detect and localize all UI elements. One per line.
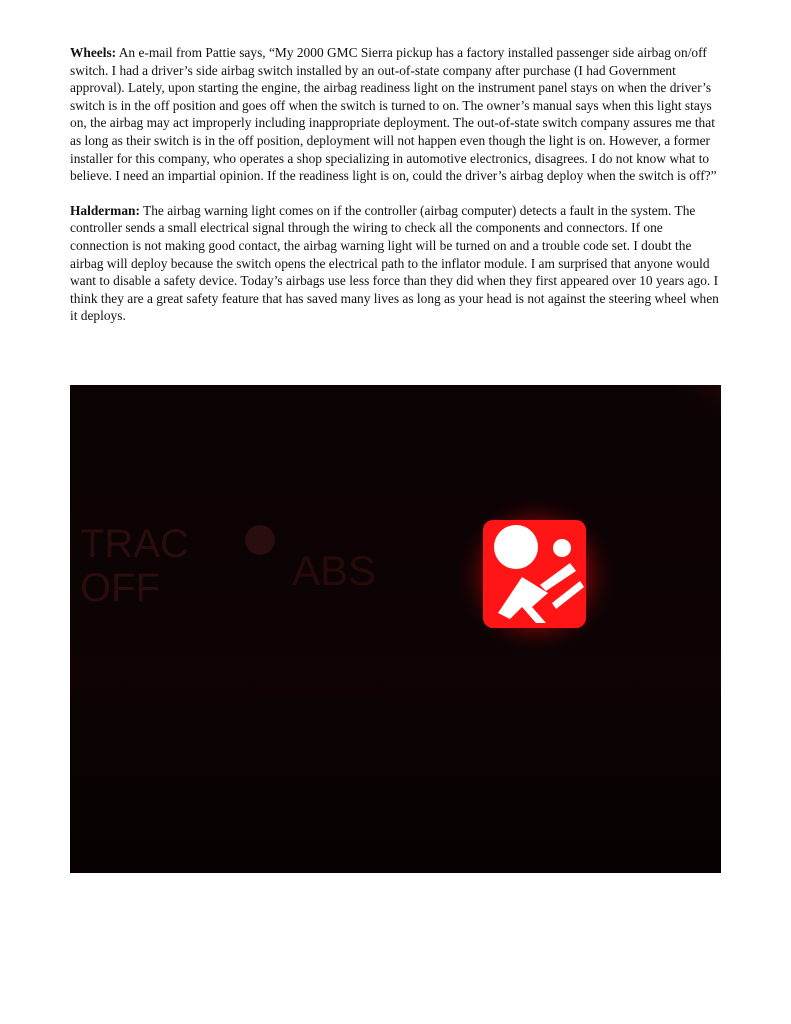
question-text: An e-mail from Pattie says, “My 2000 GMC Sierra pickup has a factory installed passenger side airbag on/off switch. I had a driver’s side airbag switch installed by an out-of-state company after purchase (I had Government approval). Lately, upon starting the engine, the airbag readiness light on the instrument panel stays on when the driver’s switch is in the off position and goes off when the switch is turned to on. The owner’s manual says when this light stays on, the airbag may act improperly including inappropriate deployment. The out-of-state switch company assures me that as long as their switch is in the off position, deployment will not happen even though the light is on. However, a former installer for this company, who operates a shop specializing in automotive electronics, disagrees. I do not know what to believe. I need an impartial opinion. If the readiness light is on, could the driver’s airbag deploy when the switch is off?” [70, 45, 717, 184]
dashboard-photo-svg [70, 385, 721, 873]
question-paragraph [70, 44, 722, 185]
dim-indicator-icon [245, 525, 275, 555]
panel-band [70, 655, 721, 695]
airbag-circle [553, 539, 571, 557]
airbag-warning-icon [456, 495, 616, 655]
occupant-head [494, 525, 538, 569]
answer-text: The airbag warning light comes on if the controller (airbag computer) detects a fault in the system. The controller sends a small electrical signal through the wiring to check all the components and connectors. If one connection is not making good contact, the airbag warning light will be turned on and a trouble code set. I doubt the airbag will deploy because the switch opens the electrical path to the inflator module. I am surprised that anyone would want to disable a safety device. Today’s airbags use less force than they did when they first appeared over 10 years ago. I think they are a great safety feature that has saved many lives as long as your head is not against the steering wheel when it deploys. [70, 202, 719, 324]
answer-paragraph [70, 202, 722, 325]
off-label: OFF [80, 566, 160, 610]
speaker-wheels: Wheels: [70, 45, 117, 60]
article [70, 44, 722, 325]
dashboard-photo [70, 385, 721, 873]
abs-label: ABS [292, 547, 377, 594]
trac-label: TRAC [80, 522, 189, 566]
photo-background [70, 385, 721, 873]
speaker-halderman: Halderman: [70, 202, 140, 218]
